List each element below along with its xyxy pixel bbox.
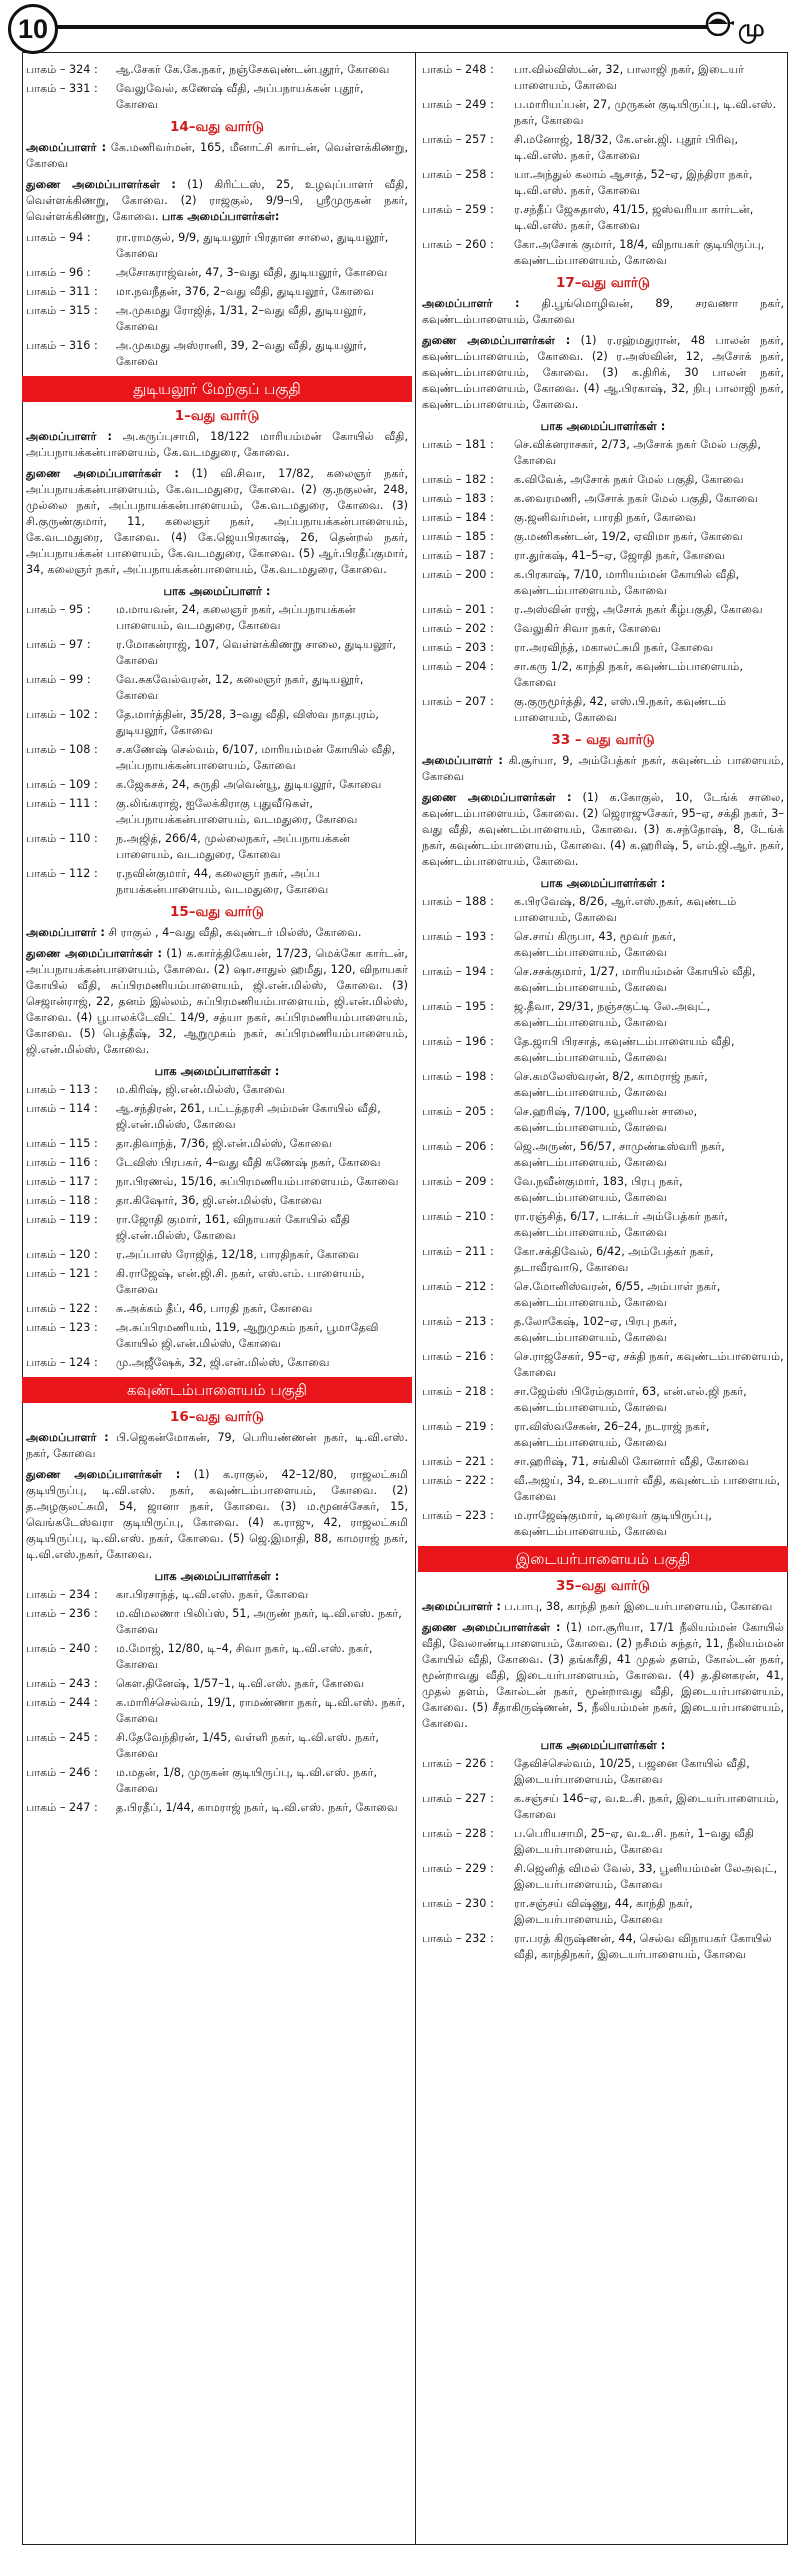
ward-organiser: அமைப்பாளர் : அ.கருப்புசாமி, 18/122 மாரியம்மன் கோயில் வீதி, அப்பநாயக்கன்பாளையம், கே.வடமதுரை, கோவை. <box>26 430 409 459</box>
left-column <box>22 62 412 1819</box>
booth-organiser-details: செ.ஹரிஷ், 7/100, யூனியன் சாலை, கவுண்டம்பாளையம், கோவை <box>514 1105 698 1134</box>
booth-number: பாகம் – 247 : <box>26 1801 102 1814</box>
booth-entry <box>26 831 408 863</box>
booth-organiser-details: க.ஜேசுசக், 24, சுருதி அவென்யூ, துடியலூர், கோவை <box>116 778 382 791</box>
booth-entry <box>422 202 784 234</box>
booth-number: பாகம் – 121 : <box>26 1267 102 1280</box>
booth-number: பாகம் – 229 : <box>422 1862 498 1875</box>
booth-entry <box>422 1139 784 1171</box>
entry-list <box>418 62 788 269</box>
booth-organiser-details: த.லோகேஷ், 102–ஏ, பிரபு நகர், கவுண்டம்பாளையம், கோவை <box>514 1315 678 1344</box>
section-banner: இடையர்பாளையம் பகுதி <box>418 1546 788 1572</box>
booth-organiser-details: ரா.ராமகுல், 9/9, துடியலூர் பிரதான சாலை, துடியலூர், கோவை <box>116 231 389 260</box>
booth-organiser-details: தேவிச்செல்வம், 10/25, பஜனை கோயில் வீதி, இடையர்பாளையம், கோவை <box>514 1757 750 1786</box>
booth-organiser-details: ரா.அரவிந்த், மகாலட்சுமி நகர், கோவை <box>514 641 714 654</box>
booth-organiser-details: கு.ஜனிவர்மன், பாரதி நகர், கோவை <box>514 511 696 524</box>
booth-entry <box>422 659 784 691</box>
booth-organiser-details: கா.பிரசாந்த், டி.வி.எஸ். நகர், கோவை <box>116 1588 309 1601</box>
booth-number: பாகம் – 123 : <box>26 1321 102 1334</box>
booth-number: பாகம் – 110 : <box>26 832 102 845</box>
booth-number: பாகம் – 187 : <box>422 549 498 562</box>
booth-organiser-details: யா.அந்துல் கலாம் ஆசாத், 52–ஏ, இந்திரா நகர், டி.வி.எஸ். நகர், கோவை <box>514 168 753 197</box>
booth-number: பாகம் – 102 : <box>26 708 102 721</box>
booth-organiser-details: ப.பெரியசாமி, 25–ஏ, வ.உ.சி. நகர், 1–வது வீதி இடையர்பாளையம், கோவை <box>514 1827 755 1856</box>
booth-number: பாகம் – 109 : <box>26 778 102 791</box>
booth-number: பாகம் – 202 : <box>422 622 498 635</box>
booth-number: பாகம் – 124 : <box>26 1356 102 1369</box>
booth-organiser-details: ரா.ரஞ்சித், 6/17, டாக்டர் அம்பேத்கர் நகர், கவுண்டம்பாளையம், கோவை <box>514 1210 728 1239</box>
booth-entry <box>26 81 408 113</box>
booth-entry <box>422 491 784 507</box>
booth-organiser-details: நா.பிரணவ், 15/16, சுப்பிரமணியம்பாளையம், கோவை <box>116 1175 399 1188</box>
booth-organisers-heading: பாக அமைப்பாளர்கள் : <box>154 1064 280 1078</box>
booth-entry <box>422 1314 784 1346</box>
entry-list <box>418 1756 788 1963</box>
booth-number: பாகம் – 248 : <box>422 63 498 76</box>
booth-organiser-details: சா.ஹரிஷ், 71, சங்கிலி கோனார் வீதி, கோவை <box>514 1455 749 1468</box>
booth-organiser-details: சு.அக்கம் தீப், 46, பாரதி நகர், கோவை <box>116 1302 313 1315</box>
booth-entry <box>26 1082 408 1098</box>
booth-organisers-heading: பாக அமைப்பாளர்கள் : <box>540 419 666 433</box>
booth-organiser-details: ஆ.சந்திரன், 261, பட்டத்தரசி அம்மன் கோயில் வீதி, ஜி.என்.மில்ஸ், கோவை <box>116 1102 381 1131</box>
booth-organiser-details: சி.மனோஜ், 18/32, கே.என்.ஜி. புதூர் பிரிவு, டி.வி.எஸ். நகர், கோவை <box>514 133 739 162</box>
booth-entry <box>422 1069 784 1101</box>
ward-organiser: அமைப்பாளர் : ப.பாபு, 38, காந்தி நகர் இடையர்பாளையம், கோவை <box>422 1600 773 1613</box>
booth-organiser-details: தே.ஜாபி பிரசாத், கவுண்டம்பாளையம் வீதி, கவுண்டம்பாளையம், கோவை <box>514 1035 735 1064</box>
booth-number: பாகம் – 114 : <box>26 1102 102 1115</box>
booth-number: பாகம் – 258 : <box>422 168 498 181</box>
booth-entry <box>422 894 784 926</box>
booth-number: பாகம் – 234 : <box>26 1588 102 1601</box>
booth-number: பாகம் – 212 : <box>422 1280 498 1293</box>
booth-entry <box>422 62 784 94</box>
booth-organiser-details: கௌ.தினேஷ், 1/57–1, டி.வி.எஸ். நகர், கோவை <box>116 1677 365 1690</box>
booth-organiser-details: ரா.விஸ்வசேகன், 26–24, நடராஜ் நகர், கவுண்டம்பாளையம், கோவை <box>514 1420 710 1449</box>
booth-organiser-details: க.விவேக், அசோக் நகர் மேல் பகுதி, கோவை <box>514 473 744 486</box>
booth-number: பாகம் – 96 : <box>26 266 95 279</box>
booth-number: பாகம் – 205 : <box>422 1105 498 1118</box>
booth-organiser-details: ர.அஸ்வின் ராஜ், அசோக் நகர் கீழ்பகுதி, கோவை <box>514 603 763 616</box>
masthead-title: மு <box>738 14 765 42</box>
booth-organiser-details: ர.மோகன்ராஜ், 107, வெள்ளக்கிணறு சாலை, துடியலூர், கோவை <box>116 638 397 667</box>
section-banner: கவுண்டம்பாளையம் பகுதி <box>22 1377 412 1403</box>
booth-entry <box>26 284 408 300</box>
booth-organiser-details: க.சஞ்சய் 146–ஏ, வ.உ.சி. நகர், இடையர்பாளையம், கோவை <box>514 1792 779 1821</box>
booth-entry <box>26 1266 408 1298</box>
booth-number: பாகம் – 206 : <box>422 1140 498 1153</box>
booth-organiser-details: ம.கிரிஷ், ஜி.என்.மில்ஸ், கோவை <box>116 1083 286 1096</box>
ward-deputy-organisers: துணை அமைப்பாளர்கள் : (1) வி.சிவா, 17/82, கலைஞர் நகர், அப்பநாயக்கன்பாளையம், கே.வடமதுரை, கோவை. (2) கு.நகுலன், 248, முல்லை நகர், அப்பநாயக்கன்பாளையம், கே.வடமதுரை, கோவை. (3) சி.குருண்குமார், 11, கலைஞர் நகர், அப்பநாயக்கன்பாளையம், கே.வடமதுரை, கோவை. (4) கே.ஜெயபிரகாஷ், 26, தென்றல் நகர், அப்பநாயக்கன் பாளையம், கே.வடமதுரை, கோவை. (5) ஆர்.பிரதீப்குமார், 34, கலைஞர் நகர், அப்பநாயக்கன்பாளையம், கே.வடமதுரை, கோவை. <box>26 467 409 576</box>
booth-number: பாகம் – 188 : <box>422 895 498 908</box>
booth-organiser-details: செ.ராஜசேகர், 95–ஏ, சக்தி நகர், கவுண்டம்பாளையம், கோவை <box>514 1350 784 1379</box>
masthead-brand <box>704 8 800 46</box>
booth-number: பாகம் – 182 : <box>422 473 498 486</box>
booth-organiser-details: செ.சாய் கிருபா, 43, மூவர் நகர், கவுண்டம்பாளையம், கோவை <box>514 930 677 959</box>
booth-number: பாகம் – 184 : <box>422 511 498 524</box>
booth-organiser-details: க.பிரகாஷ், 7/10, மாரியம்மன் கோயில் வீதி, கவுண்டம்பாளையம், கோவை <box>514 568 740 597</box>
booth-entry <box>422 602 784 618</box>
booth-number: பாகம் – 222 : <box>422 1474 498 1487</box>
booth-number: பாகம் – 207 : <box>422 695 498 708</box>
booth-number: பாகம் – 116 : <box>26 1156 102 1169</box>
booth-organiser-details: டேவிஸ் பிரபகர், 4–வது வீதி கணேஷ் நகர், கோவை <box>116 1156 381 1169</box>
booth-number: பாகம் – 243 : <box>26 1677 102 1690</box>
booth-organiser-details: ரா.சஞ்சய் விஷ்ணு, 44, காந்தி நகர், இடையர்பாளையம், கோவை <box>514 1897 693 1926</box>
booth-number: பாகம் – 204 : <box>422 660 498 673</box>
booth-entry <box>422 167 784 199</box>
booth-number: பாகம் – 195 : <box>422 1000 498 1013</box>
booth-organiser-details: அ.சுப்பிரமணியம், 119, ஆறுமுகம் நகர், பூமாதேவி கோயில் ஜி.என்.மில்ஸ், கோவை <box>116 1321 379 1350</box>
booth-entry <box>422 1791 784 1823</box>
booth-number: பாகம் – 246 : <box>26 1766 102 1779</box>
booth-number: பாகம் – 232 : <box>422 1932 498 1945</box>
booth-organiser-details: சி.தேவேந்திரன், 1/45, வள்ளி நகர், டி.வி.எஸ். நகர், கோவை <box>116 1731 379 1760</box>
booth-number: பாகம் – 315 : <box>26 304 102 317</box>
booth-entry <box>26 1765 408 1797</box>
booth-entry <box>422 1826 784 1858</box>
booth-organisers-heading: பாக அமைப்பாளர்கள் : <box>154 1569 280 1583</box>
ward-organiser: அமைப்பாளர் : பி.ஜெகன்மோகன், 79, பெரியண்ணன் நகர், டி.வி.எஸ். நகர், கோவை <box>26 1431 409 1460</box>
booth-entry <box>26 1301 408 1317</box>
booth-number: பாகம் – 185 : <box>422 530 498 543</box>
booth-entry <box>26 777 408 793</box>
booth-organiser-details: மு.அஜீஷேக், 32, ஜி.என்.மில்ஸ், கோவை <box>116 1356 330 1369</box>
booth-number: பாகம் – 111 : <box>26 797 102 810</box>
booth-number: பாகம் – 257 : <box>422 133 498 146</box>
booth-number: பாகம் – 260 : <box>422 238 498 251</box>
booth-entry <box>422 437 784 469</box>
entry-list <box>418 437 788 726</box>
booth-entry <box>26 1695 408 1727</box>
entry-list <box>22 230 412 370</box>
booth-entry <box>26 1800 408 1816</box>
booth-organiser-details: கோ.சக்திவேல், 6/42, அம்பேத்கர் நகர், தடாவீரவாடு, கோவை <box>514 1245 714 1274</box>
booth-entry <box>422 1244 784 1276</box>
booth-organiser-details: வீ.அஜய், 34, உடையார் வீதி, கவுண்டம் பாளையம், கோவை <box>514 1474 781 1503</box>
booth-entry <box>422 510 784 526</box>
booth-organiser-details: ரா.ஜோதி குமார், 161, விநாயகர் கோயில் வீதி ஜி.என்.மில்ஸ், கோவை <box>116 1213 351 1242</box>
booth-entry <box>26 1155 408 1171</box>
booth-number: பாகம் – 117 : <box>26 1175 102 1188</box>
booth-entry <box>26 742 408 774</box>
booth-organiser-details: அ.முகமது அஸ்ரானி, 39, 2–வது வீதி, துடியலூர், கோவை <box>116 339 367 368</box>
booth-entry <box>422 1174 784 1206</box>
booth-entry <box>26 230 408 262</box>
booth-organiser-details: வேலுகிர் சிவா நகர், கோவை <box>514 622 662 635</box>
entry-list <box>22 1587 412 1816</box>
booth-entry <box>422 1034 784 1066</box>
page-number: 10 <box>8 4 58 54</box>
booth-number: பாகம் – 200 : <box>422 568 498 581</box>
booth-entry <box>26 62 408 78</box>
booth-entry <box>422 1896 784 1928</box>
ward-title: 1–வது வார்டு <box>174 408 260 424</box>
page-header <box>0 0 800 52</box>
booth-organiser-details: ச.கணேஷ் செல்வம், 6/107, மாரியம்மன் கோயில் வீதி, அப்பநாயக்கன்பாளையம், கோவை <box>116 743 396 772</box>
booth-organiser-details: செ.விக்னராசகர், 2/73, அசோக் நகர் மேல் பகுதி, கோவை <box>514 438 761 467</box>
booth-organiser-details: வே.நவீன்குமார், 183, பிரபு நகர், கவுண்டம்பாளையம், கோவை <box>514 1175 683 1204</box>
booth-organiser-details: சா.கரு 1/2, காந்தி நகர், கவுண்டம்பாளையம், கோவை <box>514 660 743 689</box>
booth-entry <box>26 1587 408 1603</box>
booth-number: பாகம் – 112 : <box>26 867 102 880</box>
booth-entry <box>422 1349 784 1381</box>
ward-deputy-organisers: துணை அமைப்பாளர்கள் : (1) கிரிட்டஸ், 25, உழவுப்பாளர் வீதி, வெள்ளக்கிணறு, கோவை. (2) ராஜகுல், 9/9–பி, ஸ்ரீமுருகன் நகர், வெள்ளக்கிணறு, கோவை. பாக அமைப்பாளர்கள்: <box>26 178 409 223</box>
booth-organiser-details: க.மாரிச்செல்வம், 19/1, ராமண்ணா நகர், டி.வி.எஸ். நகர், கோவை <box>116 1696 406 1725</box>
booth-entry <box>26 1676 408 1692</box>
booth-entry <box>422 1861 784 1893</box>
booth-organiser-details: ர.சந்தீப் ஜேசுதாஸ், 41/15, ஜஸ்வரியா கார்டன், டி.வி.எஸ். நகர், கோவை <box>514 203 754 232</box>
booth-entry <box>422 97 784 129</box>
booth-number: பாகம் – 201 : <box>422 603 498 616</box>
booth-number: பாகம் – 193 : <box>422 930 498 943</box>
booth-number: பாகம் – 331 : <box>26 82 102 95</box>
booth-number: பாகம் – 196 : <box>422 1035 498 1048</box>
ward-deputy-organisers: துணை அமைப்பாளர்கள் : (1) க.கோகுல், 10, டேங்க் சாலை, கவுண்டம்பாளையம், கோவை. (2) ஜெராஜுசேகர், 95–ஏ, சக்தி நகர், 3–வது வீதி, கவுண்டம்பாளையம், கோவை. (3) க.சந்தோஷ், 8, டேங்க் நகர், கவுண்டம்பாளையம், கோவை. (4) க.ஹரிஷ், 5, எம்.ஜி.ஆர். நகர், கவுண்டம்பாளையம், கோவை. <box>422 791 784 868</box>
booth-organiser-details: ம.ராஜேஷ்குமார், டிரைவர் குடியிருப்பு, கவுண்டம்பாளையம், கோவை <box>514 1509 712 1538</box>
ward-deputy-organisers: துணை அமைப்பாளர்கள் : (1) க.கார்த்திகேயன், 17/23, மெக்கோ கார்டன், அப்பநாயக்கன்பாளையம், கோவை. (2) ஷா.சாதுல் ஹமீது, 120, விநாயகர் கோயில் வீதி, சுப்பிரமணியம்பாளையம், ஜி.என்.மில்ஸ், கோவை. (3) செஜான்ராஜ், 22, தனம் இல்லம், சுப்பிரமணியம்பாளையம், ஜி.என்.மில்ஸ், கோவை. (4) பூபாலக்டேவிட் 14/9, சத்யா நகர், சுப்பிரமணியம்பாளையம், கோவை. (5) பெத்தீஷ், 32, ஆறுமுகம் நகர், சுப்பிரமணியம்பாளையம், ஜி.என்.மில்ஸ், கோவை. <box>26 947 408 1056</box>
booth-organiser-details: வேலுவேல், கணேஷ் வீதி, அப்பநாயக்கன் புதூர், கோவை <box>116 82 364 111</box>
booth-organisers-heading: பாக அமைப்பாளர் : <box>163 584 271 598</box>
booth-entry <box>422 132 784 164</box>
booth-entry <box>26 338 408 370</box>
booth-entry <box>26 1174 408 1190</box>
booth-organiser-details: ர.அப்பாஸ் ரோஜித், 12/18, பாரதிநகர், கோவை <box>116 1248 360 1261</box>
booth-entry <box>422 548 784 564</box>
booth-organiser-details: க.வைரமணி, அசோக் நகர் மேல் பகுதி, கோவை <box>514 492 758 505</box>
booth-organiser-details: ர.நவின்குமார், 44, கலைஞர் நகர், அப்ப நாயக்கன்பாளையம், வடமதுரை, கோவை <box>116 867 329 896</box>
booth-entry <box>26 602 408 634</box>
right-column <box>418 62 788 1966</box>
booth-organisers-heading: பாக அமைப்பாளர்கள் : <box>540 876 666 890</box>
booth-number: பாகம் – 198 : <box>422 1070 498 1083</box>
ward-title: 16–வது வார்டு <box>170 1409 264 1425</box>
booth-organiser-details: செ.கமலேஸ்வரன், 8/2, காமராஜ் நகர், கவுண்டம்பாளையம், கோவை <box>514 1070 708 1099</box>
section-banner: துடியலூர் மேற்குப் பகுதி <box>22 376 412 402</box>
booth-organiser-details: மா.நவநீதன், 376, 2–வது வீதி, துடியலூர், கோவை <box>116 285 374 298</box>
booth-entry <box>422 529 784 545</box>
booth-entry <box>26 1641 408 1673</box>
booth-number: பாகம் – 221 : <box>422 1455 498 1468</box>
booth-number: பாகம் – 115 : <box>26 1137 102 1150</box>
booth-number: பாகம் – 236 : <box>26 1607 102 1620</box>
booth-entry <box>26 1606 408 1638</box>
booth-number: பாகம் – 119 : <box>26 1213 102 1226</box>
booth-entry <box>422 567 784 599</box>
booth-entry <box>422 1419 784 1451</box>
booth-organiser-details: செ.சசக்குமார், 1/27, மாரியம்மன் கோயில் வீதி, கவுண்டம்பாளையம், கோவை <box>514 965 756 994</box>
booth-number: பாகம் – 120 : <box>26 1248 102 1261</box>
booth-entry <box>26 265 408 281</box>
booth-entry <box>422 999 784 1031</box>
booth-entry <box>26 1193 408 1209</box>
booth-entry <box>26 1101 408 1133</box>
booth-number: பாகம் – 316 : <box>26 339 102 352</box>
booth-organiser-details: சா.ஜேம்ஸ் பிரேம்குமார், 63, என்.எல்.ஜி நகர், கவுண்டம்பாளையம், கோவை <box>514 1385 747 1414</box>
booth-number: பாகம் – 95 : <box>26 603 95 616</box>
ward-deputy-organisers: துணை அமைப்பாளர்கள் : (1) க.ராகுல், 42–12/80, ராஜலட்சுமி குடியிருப்பு, டி.வி.எஸ். நகர், கவுண்டம்பாளையம், கோவை. (2) த.அழகுலட்சுமி, 54, ஜானா நகர், கோவை. (3) ம.மூனச்சேகர், 15, வெங்கடேஸ்வரா குடியிருப்பு, கோவை. (4) க.ராஜு, 42, ராஜலட்சுமி குடியிருப்பு, டி.வி.எஸ். நகர், கோவை. (5) ஜெ.இமாதி, 88, காமராஜ் நகர், டி.வி.எஸ்.நகர், கோவை. <box>26 1468 408 1561</box>
booth-number: பாகம் – 223 : <box>422 1509 498 1522</box>
booth-entry <box>422 472 784 488</box>
entry-list <box>418 894 788 1540</box>
booth-entry <box>422 1209 784 1241</box>
booth-organiser-details: ம.மோஜ், 12/80, டி–4, சிவா நகர், டி.வி.எஸ். நகர், கோவை <box>116 1642 373 1671</box>
booth-entry <box>422 237 784 269</box>
booth-number: பாகம் – 227 : <box>422 1792 498 1805</box>
ward-title: 33 – வது வார்டு <box>551 732 655 748</box>
booth-number: பாகம் – 216 : <box>422 1350 498 1363</box>
booth-entry <box>422 1279 784 1311</box>
entry-list <box>22 1082 412 1371</box>
entry-list <box>22 602 412 898</box>
booth-entry <box>422 1384 784 1416</box>
booth-entry <box>422 640 784 656</box>
booth-number: பாகம் – 226 : <box>422 1757 498 1770</box>
booth-entry <box>422 1104 784 1136</box>
column-divider <box>415 52 416 2545</box>
ward-title: 15–வது வார்டு <box>170 904 264 920</box>
booth-organiser-details: செ.மோனிஸ்வரன், 6/55, அம்பாள் நகர், கவுண்டம்பாளையம், கோவை <box>514 1280 721 1309</box>
ward-deputy-organisers: துணை அமைப்பாளர்கள் : (1) ர.ரஹ்மதுரான், 48 பாலன் நகர், கவுண்டம்பாளையம், கோவை. (2) ர.அஸ்வின், 12, அசோக் நகர், கவுண்டம்பாளையம், கோவை. (3) க.திரிக், 30 பாலன் நகர், கவுண்டம்பாளையம், கோவை. (4) ஆ.பிரகாஷ், 32, நிபு பாலாஜி நகர், கவுண்டம்பாளையம், கோவை. <box>422 334 784 411</box>
booth-number: பாகம் – 311 : <box>26 285 102 298</box>
ward-title: 17–வது வார்டு <box>556 275 650 291</box>
booth-entry <box>26 796 408 828</box>
booth-organiser-details: ஜ.தீவா, 29/31, நஞ்சகுட்டி லே.அவுட், கவுண்டம்பாளையம், கோவை <box>514 1000 711 1029</box>
booth-entry <box>26 1247 408 1263</box>
booth-entry <box>26 1320 408 1352</box>
ward-title: 14–வது வார்டு <box>170 119 264 135</box>
booth-organiser-details: கு.குருமூர்த்தி, 42, எஸ்.பி.நகர், கவுண்டம் பாளையம், கோவை <box>514 695 727 724</box>
booth-number: பாகம் – 228 : <box>422 1827 498 1840</box>
booth-number: பாகம் – 122 : <box>26 1302 102 1315</box>
booth-number: பாகம் – 245 : <box>26 1731 102 1744</box>
booth-organiser-details: கு.லிங்கராஜ், ஐலேக்கிராகு புதுவீடுகள், அப்பநாயக்கன்பாளையம், வடமதுரை, கோவை <box>116 797 358 826</box>
booth-organiser-details: சி.ஜெனித் விமல் வேல், 33, பூனியம்மன் லேஅவுட், இடையர்பாளையம், கோவை <box>514 1862 778 1891</box>
booth-number: பாகம் – 181 : <box>422 438 498 451</box>
booth-number: பாகம் – 249 : <box>422 98 498 111</box>
booth-organisers-heading: பாக அமைப்பாளர்கள் : <box>540 1738 666 1752</box>
booth-entry <box>422 964 784 996</box>
booth-number: பாகம் – 219 : <box>422 1420 498 1433</box>
booth-number: பாகம் – 183 : <box>422 492 498 505</box>
booth-organiser-details: அசோகராஜ்வன், 47, 3–வது வீதி, துடியலூர், கோவை <box>116 266 388 279</box>
booth-number: பாகம் – 118 : <box>26 1194 102 1207</box>
booth-organiser-details: ப.மாரியப்பன், 27, முருகன் குடியிருப்பு, டி.வி.எஸ். நகர், கோவை <box>514 98 777 127</box>
booth-number: பாகம் – 113 : <box>26 1083 102 1096</box>
booth-entry <box>26 1355 408 1371</box>
booth-organiser-details: ந.அஜித், 266/4, முல்லைநகர், அப்பநாயக்கன் பாளையம், வடமதுரை, கோவை <box>116 832 351 861</box>
booth-organiser-details: கு.மணிகண்டன், 19/2, ஏவிமா நகர், கோவை <box>514 530 743 543</box>
entry-list <box>22 62 412 113</box>
booth-number: பாகம் – 194 : <box>422 965 498 978</box>
booth-number: பாகம் – 94 : <box>26 231 95 244</box>
booth-number: பாகம் – 324 : <box>26 63 102 76</box>
booth-organiser-details: கி.ராஜேஷ், என்.ஜி.சி. நகர், எஸ்.எம். பாளையம், கோவை <box>116 1267 365 1296</box>
booth-entry <box>26 1730 408 1762</box>
booth-number: பாகம் – 211 : <box>422 1245 498 1258</box>
booth-organiser-details: ரா.துர்கஷ், 41–5–ஏ, ஜோதி நகர், கோவை <box>514 549 726 562</box>
booth-number: பாகம் – 213 : <box>422 1315 498 1328</box>
booth-organiser-details: ம.மாயவன், 24, கலைஞர் நகர், அப்பநாயக்கன் பாளையம், வடமதுரை, கோவை <box>116 603 356 632</box>
booth-organiser-details: ம.மதன், 1/8, முருகன் குடியிருப்பு, டி.வி.எஸ். நகர், கோவை <box>116 1766 378 1795</box>
booth-organiser-details: தே.மார்த்தின், 35/28, 3–வது வீதி, விஸ்வ நாதபுரம், துடியலூர், கோவை <box>116 708 379 737</box>
ward-organiser: அமைப்பாளர் : கே.மணிவர்மன், 165, மீனாட்சி கார்டன், வெள்ளக்கிணறு, கோவை <box>26 141 408 170</box>
booth-entry <box>422 929 784 961</box>
booth-entry <box>422 1454 784 1470</box>
ward-organiser: அமைப்பாளர் : கி.சூர்யா, 9, அம்பேத்கர் நகர், கவுண்டம் பாளையம், கோவை <box>422 754 784 783</box>
booth-entry <box>26 707 408 739</box>
booth-entry <box>26 303 408 335</box>
booth-organiser-details: வே.சுகவேல்வரன், 12, கலைஞர் நகர், துடியலூர், கோவை <box>116 673 364 702</box>
booth-organiser-details: க.பிரவேஷ், 8/26, ஆர்.எஸ்.நகர், கவுண்டம் பாளையம், கோவை <box>514 895 737 924</box>
booth-organiser-details: அ.முகமது ரோஜித், 1/31, 2–வது வீதி, துடியலூர், கோவை <box>116 304 367 333</box>
booth-entry <box>422 621 784 637</box>
booth-organiser-details: த.பிரதீப், 1/44, காமராஜ் நகர், டி.வி.எஸ். நகர், கோவை <box>116 1801 398 1814</box>
booth-entry <box>26 1136 408 1152</box>
booth-number: பாகம் – 218 : <box>422 1385 498 1398</box>
booth-organiser-details: தா.கிஷோர், 36, ஜி.என்.மில்ஸ், கோவை <box>116 1194 323 1207</box>
booth-entry <box>422 1931 784 1963</box>
booth-entry <box>26 637 408 669</box>
booth-number: பாகம் – 97 : <box>26 638 95 651</box>
ward-organiser: அமைப்பாளர் : சி ராகுல் , 4–வது வீதி, கவுண்டர் மில்ஸ், கோவை. <box>26 926 362 939</box>
booth-number: பாகம் – 209 : <box>422 1175 498 1188</box>
booth-number: பாகம் – 230 : <box>422 1897 498 1910</box>
ward-deputy-organisers: துணை அமைப்பாளர்கள் : (1) மா.சூரியா, 17/1 நீலியம்மன் கோயில் வீதி, வேலாண்டிபாளையம், கோவை. (2) நசீமம் சுந்தர், 11, நீலியம்மன் கோயில் வீதி, கோவை. (3) தங்கரீதி, 41 முதல் தளம், கோல்டன் நகர், மூன்றாவது வீதி, இடையர்பாளையம், கோவை. (4) த.தினகரன், 41, முதல் தளம், கோல்டன் நகர், மூன்றாவது வீதி, இடையர்பாளையம், கோவை. (5) சீதாகிருஷ்ணன், 5, நீலியம்மன் நகர், இடையர்பாளையம், கோவை. <box>422 1621 785 1730</box>
booth-organiser-details: கோ.அசோக் குமார், 18/4, விநாயகர் குடியிருப்பு, கவுண்டம்பாளையம், கோவை <box>514 238 765 267</box>
booth-entry <box>422 1756 784 1788</box>
booth-organiser-details: தா.திவாந்த், 7/36, ஜி.என்.மில்ஸ், கோவை <box>116 1137 332 1150</box>
booth-entry <box>422 694 784 726</box>
booth-organiser-details: ரா.பரத் கிருஷ்ணன், 44, செல்வ விநாயகர் கோயில் வீதி, காந்திநகர், இடையர்பாளையம், கோவை <box>514 1932 772 1961</box>
ward-title: 35–வது வார்டு <box>556 1578 650 1594</box>
booth-number: பாகம் – 259 : <box>422 203 498 216</box>
sunrise-logo-icon <box>704 9 734 47</box>
header-rule <box>50 25 708 29</box>
booth-organiser-details: பா.வில்விஸ்டன், 32, பாலாஜி நகர், இடையர் பாளையம், கோவை <box>514 63 745 92</box>
booth-organiser-details: ம.விமலணா பிலிப்ஸ், 51, அருண் நகர், டி.வி.எஸ். நகர், கோவை <box>116 1607 402 1636</box>
booth-number: பாகம் – 108 : <box>26 743 102 756</box>
booth-number: பாகம் – 244 : <box>26 1696 102 1709</box>
booth-number: பாகம் – 210 : <box>422 1210 498 1223</box>
booth-number: பாகம் – 99 : <box>26 673 95 686</box>
booth-number: பாகம் – 240 : <box>26 1642 102 1655</box>
booth-entry <box>26 672 408 704</box>
booth-number: பாகம் – 203 : <box>422 641 498 654</box>
booth-entry <box>26 866 408 898</box>
booth-organiser-details: ஆ.சேகர் கே.கே.நகர், நஞ்சேகவுண்டன்புதூர், கோவை <box>116 63 390 76</box>
booth-entry <box>422 1508 784 1540</box>
booth-organiser-details: ஜெ.அருண், 56/57, சாமுண்டீஸ்வரி நகர், கவுண்டம்பாளையம், கோவை <box>514 1140 725 1169</box>
booth-entry <box>26 1212 408 1244</box>
booth-entry <box>422 1473 784 1505</box>
ward-organiser: அமைப்பாளர் : தி.பூங்மொழிவன், 89, சரவணா நகர், கவுண்டம்பாளையம், கோவை <box>422 297 785 326</box>
